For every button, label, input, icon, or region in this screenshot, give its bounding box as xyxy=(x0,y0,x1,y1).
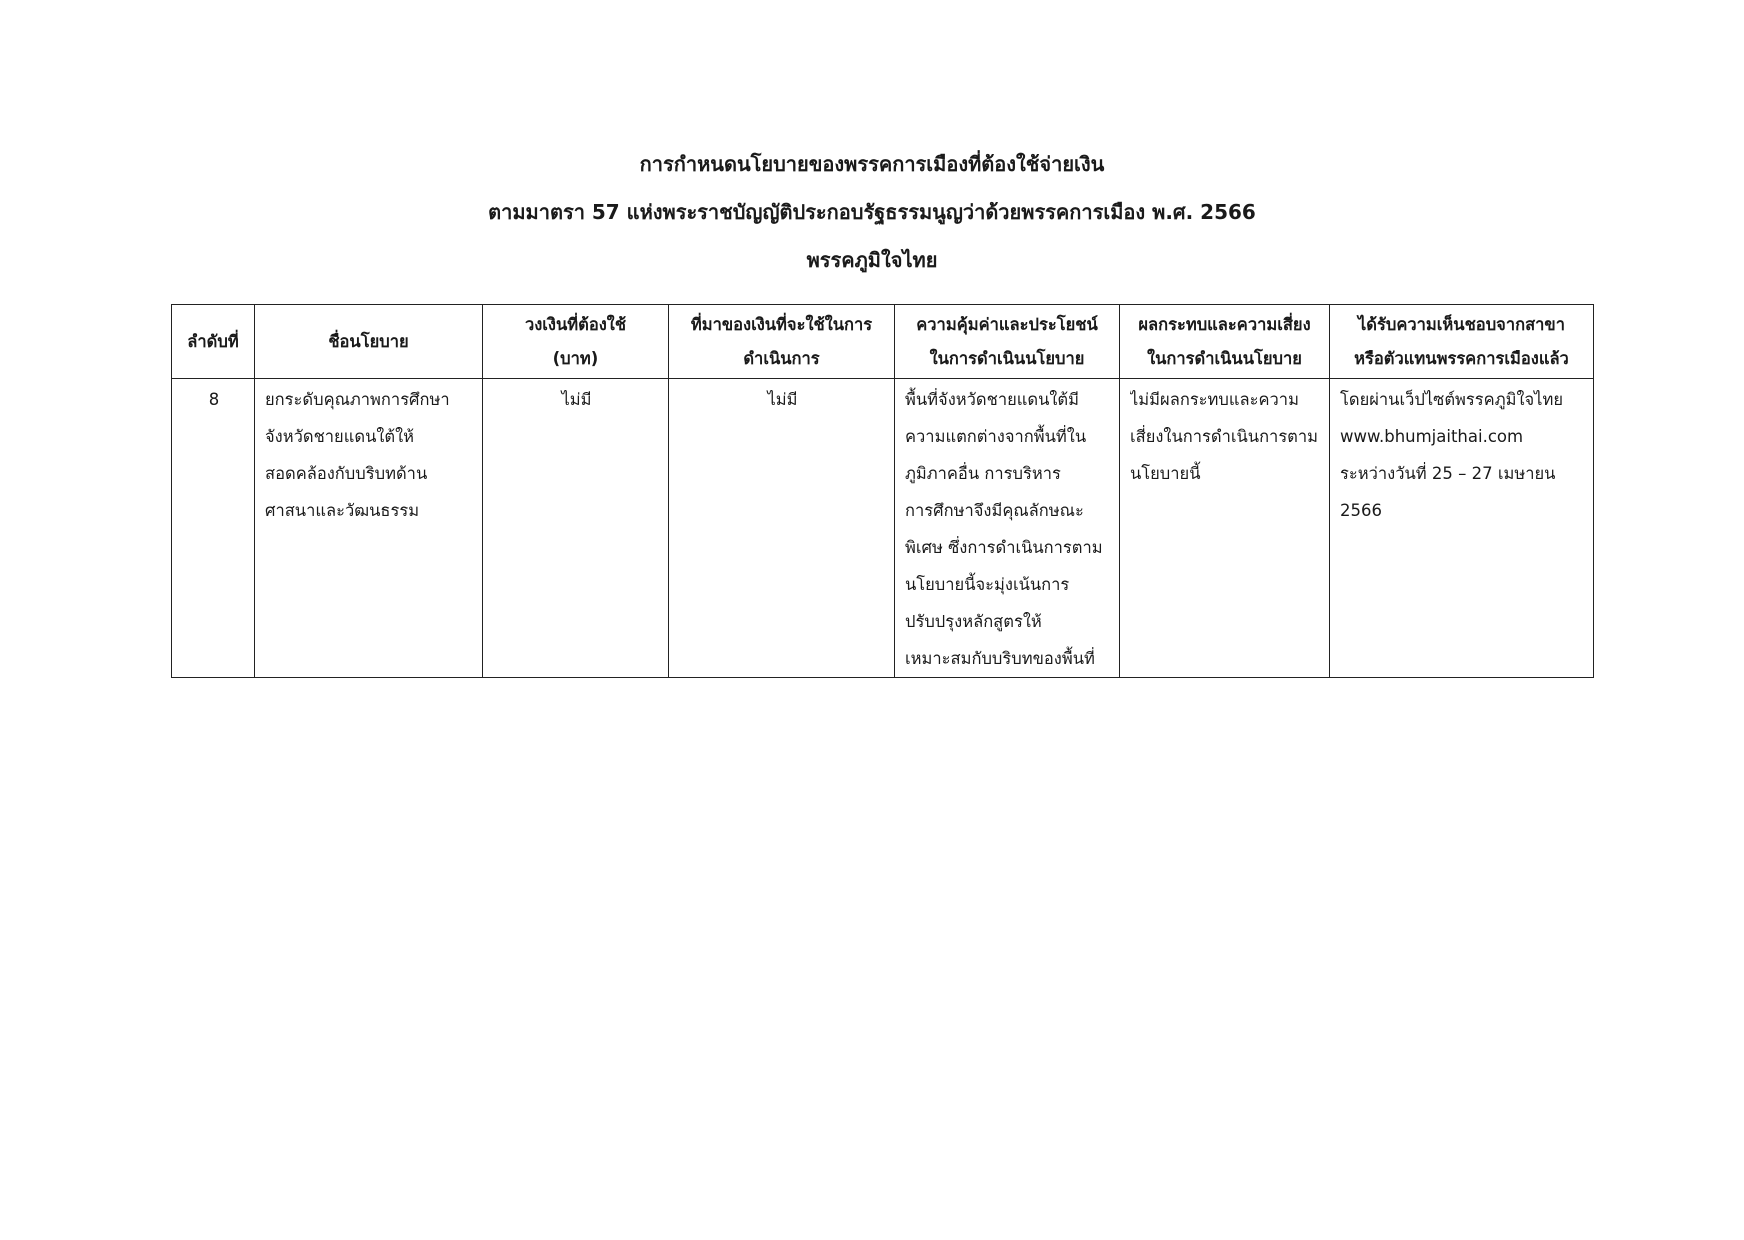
cell-budget: ไม่มี xyxy=(483,379,669,678)
header-number: ลำดับที่ xyxy=(172,305,255,379)
party-name: พรรคภูมิใจไทย xyxy=(806,248,938,272)
policy-table xyxy=(171,304,1594,678)
cell-policy-name: ยกระดับคุณภาพการศึกษา จังหวัดชายแดนใต้ให้ สอดคล้องกับบริบทด้าน ศาสนาและวัฒนธรรม xyxy=(255,379,483,678)
header-approval: ได้รับความเห็นชอบจากสาขา หรือตัวแทนพรรคการเมืองแล้ว xyxy=(1330,305,1594,379)
cell-risks: ไม่มีผลกระทบและความ เสี่ยงในการดำเนินการตาม นโยบายนี้ xyxy=(1120,379,1330,678)
header-budget: วงเงินที่ต้องใช้ (บาท) xyxy=(483,305,669,379)
cell-funding-source: ไม่มี xyxy=(669,379,895,678)
table-header-row xyxy=(172,305,1594,379)
header-policy-name: ชื่อนโยบาย xyxy=(255,305,483,379)
cell-number: 8 xyxy=(172,379,255,678)
header-funding-source: ที่มาของเงินที่จะใช้ในการ ดำเนินการ xyxy=(669,305,895,379)
table-row xyxy=(172,379,1594,678)
header-benefits: ความคุ้มค่าและประโยชน์ ในการดำเนินนโยบาย xyxy=(895,305,1120,379)
party-website-url: www.bhumjaithai.com xyxy=(1340,427,1524,446)
cell-benefits: พื้นที่จังหวัดชายแดนใต้มี ความแตกต่างจากพื้นที่ใน ภูมิภาคอื่น การบริหาร การศึกษาจึงมีคุณลักษณะ พิเศษ ซึ่งการดำเนินการตาม นโยบายนี้จะมุ่งเน้นการ ปรับปรุงหลักสูตรให้ เหมาะสมกับบริบทของพื้นที่ xyxy=(895,379,1120,678)
document-header xyxy=(0,140,1744,284)
document-title: การกำหนดนโยบายของพรรคการเมืองที่ต้องใช้จ่ายเงิน xyxy=(639,152,1105,176)
cell-approval: โดยผ่านเว็ปไซต์พรรคภูมิใจไทย www.bhumjaithai.com ระหว่างวันที่ 25 – 27 เมษายน 2566 xyxy=(1330,379,1594,678)
document-subtitle: ตามมาตรา 57 แห่งพระราชบัญญัติประกอบรัฐธรรมนูญว่าด้วยพรรคการเมือง พ.ศ. 2566 xyxy=(488,200,1256,224)
header-risks: ผลกระทบและความเสี่ยง ในการดำเนินนโยบาย xyxy=(1120,305,1330,379)
